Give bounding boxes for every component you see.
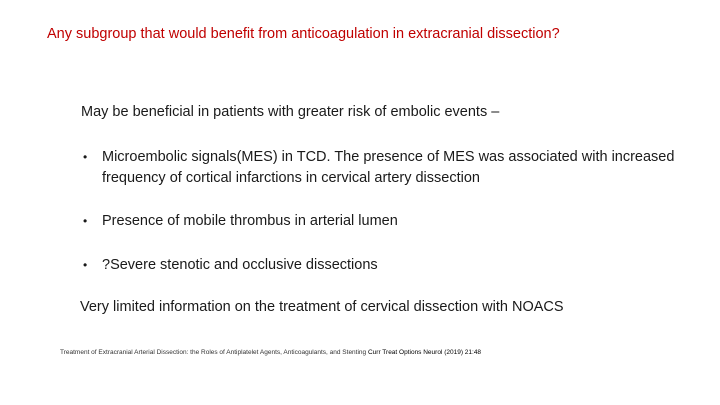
bullet-item-severe-stenotic xyxy=(80,255,700,276)
slide-title: Any subgroup that would benefit from anticoagulation in extracranial dissection? xyxy=(47,26,560,42)
intro-text: May be beneficial in patients with greater risk of embolic events – xyxy=(81,104,500,120)
reference-citation xyxy=(60,349,481,356)
bullet-item-mes xyxy=(80,147,700,189)
closing-text: Very limited information on the treatment of cervical dissection with NOACS xyxy=(80,299,564,315)
bullet-text: ?Severe stenotic and occlusive dissections xyxy=(102,257,378,273)
reference-journal: Curr Treat Options Neurol (2019) 21:48 xyxy=(367,349,482,356)
bullet-marker: • xyxy=(83,214,88,228)
bullet-item-mobile-thrombus xyxy=(80,211,700,232)
bullet-marker: • xyxy=(83,150,88,164)
bullet-text: Microembolic signals(MES) in TCD. The presence of MES was associated with increased frequency of cortical infarctions in cervical artery dissection xyxy=(102,149,675,186)
bullet-marker: • xyxy=(83,258,88,272)
bullet-text: Presence of mobile thrombus in arterial lumen xyxy=(102,213,398,229)
reference-article: Treatment of Extracranial Arterial Dissection: the Roles of Antiplatelet Agents, Anticoagulants, and Stenting xyxy=(60,349,367,356)
